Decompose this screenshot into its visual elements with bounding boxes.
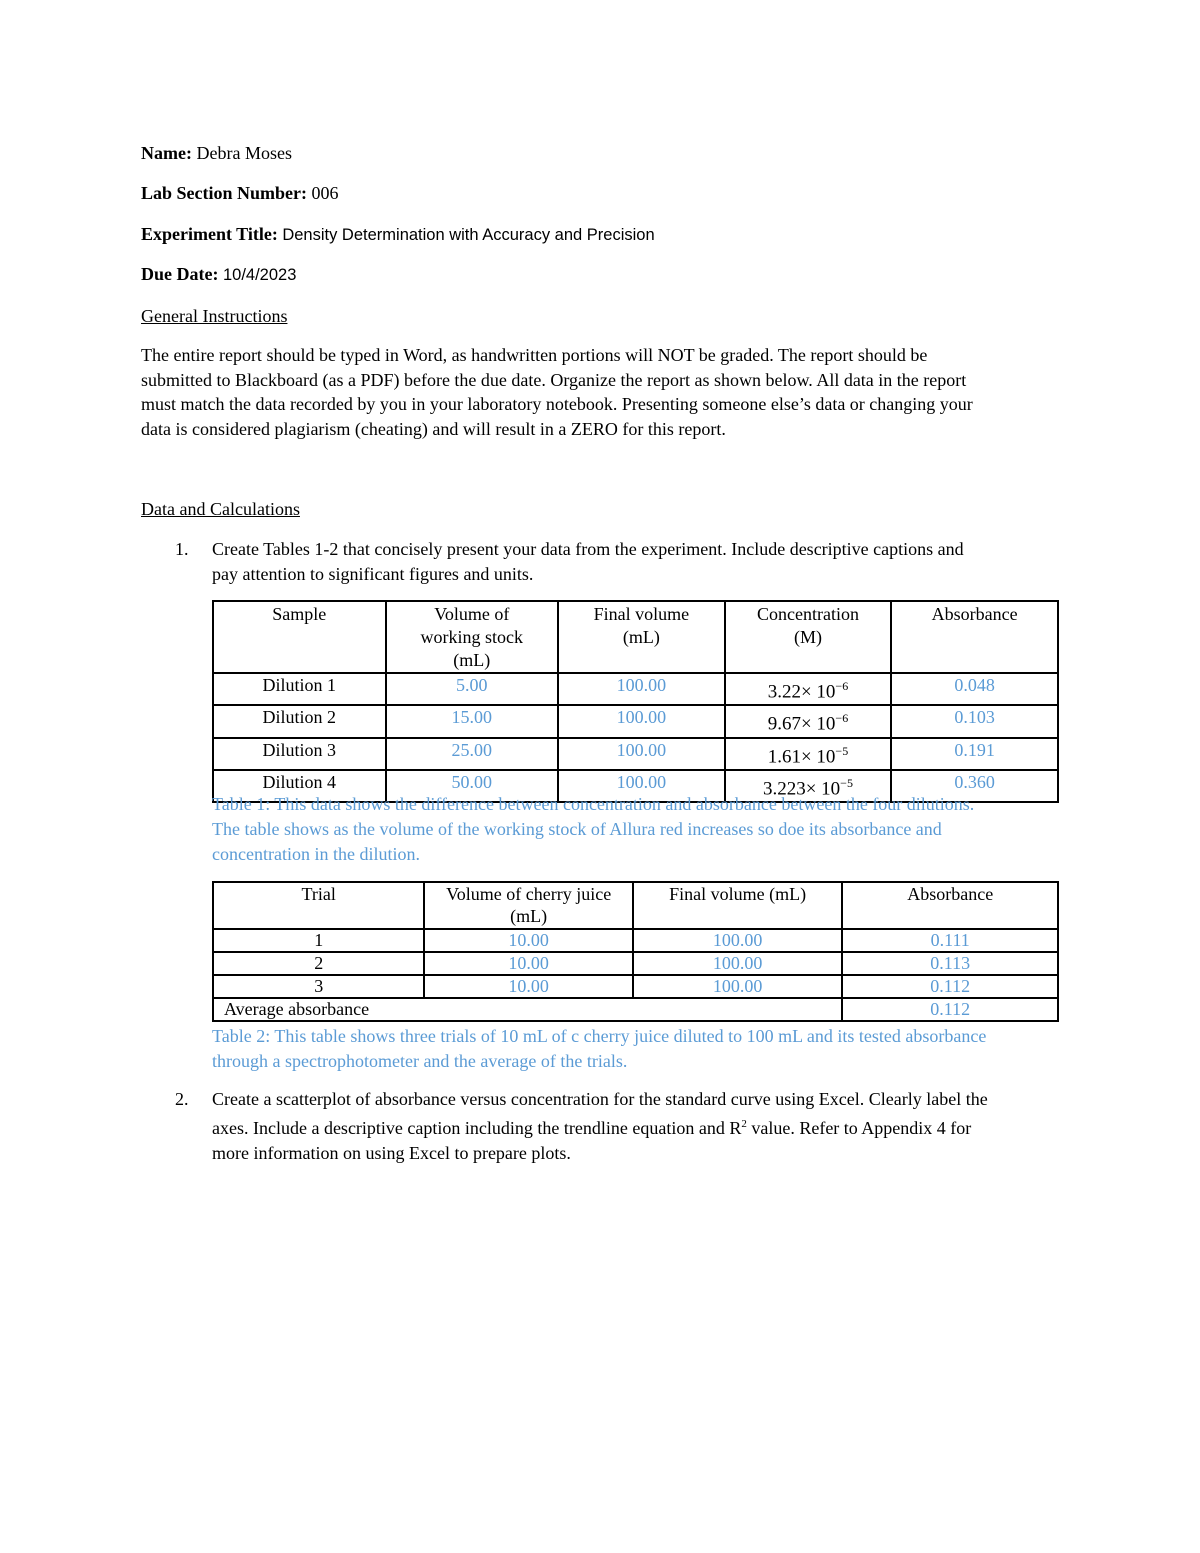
section-line (141, 181, 339, 205)
cell-absorbance: 0.111 (842, 929, 1058, 952)
cell-volume: 10.00 (424, 975, 633, 998)
average-label: Average absorbance (213, 998, 842, 1021)
cell-final-volume: 100.00 (633, 975, 842, 998)
cell-trial: 3 (213, 975, 424, 998)
cell-absorbance: 0.103 (891, 705, 1058, 737)
header-trial: Trial (213, 882, 424, 929)
cell-volume: 25.00 (386, 738, 559, 770)
list-item-line: pay attention to significant figures and units. (212, 564, 534, 584)
due-date-line (141, 262, 296, 287)
cell-concentration: $9.67\times 10^{-6}$ (725, 705, 892, 737)
list-item-line: more information on using Excel to prepare plots. (212, 1143, 571, 1163)
experiment-title-value: Density Determination with Accuracy and Precision (282, 226, 655, 244)
header-volume-working-stock: Volume of working stock (mL) (386, 601, 559, 673)
cell-volume: 5.00 (386, 673, 559, 705)
cell-sample: Dilution 1 (213, 673, 386, 705)
due-date-label: Due Date: (141, 264, 219, 284)
table-header-row (213, 601, 1058, 673)
list-item-line: Create Tables 1-2 that concisely present your data from the experiment. Include descriptive captions and (212, 539, 964, 559)
average-value: 0.112 (842, 998, 1058, 1021)
cell-final-volume: 100.00 (558, 738, 725, 770)
table-row (213, 738, 1058, 770)
instructions-paragraph (141, 343, 1061, 442)
name-value: Debra Moses (196, 143, 292, 163)
cell-sample: Dilution 2 (213, 705, 386, 737)
cell-final-volume: 100.00 (558, 673, 725, 705)
header-concentration: Concentration (M) (725, 601, 892, 673)
list-item-line: Create a scatterplot of absorbance versus concentration for the standard curve using Excel. Clearly label the (212, 1089, 988, 1109)
header-final-volume: Final volume (mL) (558, 601, 725, 673)
table-row (213, 975, 1058, 998)
cell-absorbance: 0.048 (891, 673, 1058, 705)
instructions-line: The entire report should be typed in Word, as handwritten portions will NOT be graded. The report should be (141, 345, 928, 365)
header-final-volume: Final volume (mL) (633, 882, 842, 929)
instructions-line: must match the data recorded by you in your laboratory notebook. Presenting someone else’s data or changing your (141, 394, 973, 415)
name-label: Name: (141, 143, 192, 163)
table-row (213, 929, 1058, 952)
list-item-text (212, 537, 1067, 587)
cell-concentration: $3.223\times 10^{-5}$ (725, 770, 892, 802)
cell-trial: 2 (213, 952, 424, 975)
experiment-title-label: Experiment Title: (141, 224, 278, 244)
general-instructions-heading: General Instructions (141, 306, 288, 326)
header-absorbance: Absorbance (842, 882, 1058, 929)
cell-absorbance: 0.191 (891, 738, 1058, 770)
cell-concentration: $1.61\times 10^{-5}$ (725, 738, 892, 770)
list-item-line: axes. Include a descriptive caption including the trendline equation and $R^2$ value. Refer to Appendix 4 for (212, 1118, 972, 1138)
instructions-line: submitted to Blackboard (as a PDF) before the due date. Organize the report as shown below. All data in the report (141, 369, 967, 390)
name-line (141, 141, 292, 165)
cell-concentration: $3.22\times 10^{-6}$ (725, 673, 892, 705)
table-header-row (213, 882, 1058, 929)
cell-volume: 10.00 (424, 952, 633, 975)
experiment-title-line (141, 222, 655, 247)
cell-volume: 50.00 (386, 770, 559, 802)
caption-line: concentration in the dilution. (212, 844, 420, 864)
cell-sample: Dilution 3 (213, 738, 386, 770)
cell-final-volume: 100.00 (558, 770, 725, 802)
header-absorbance: Absorbance (891, 601, 1058, 673)
cell-sample: Dilution 4 (213, 770, 386, 802)
header-sample: Sample (213, 601, 386, 673)
caption-line: through a spectrophotometer and the average of the trials. (212, 1051, 628, 1071)
cell-absorbance: 0.113 (842, 952, 1058, 975)
table-1-caption (212, 792, 1072, 867)
data-calculations-heading: Data and Calculations (141, 499, 300, 519)
caption-line: Table 2: This table shows three trials of 10 mL of c cherry juice diluted to 100 mL and its tested absorbance (212, 1026, 987, 1046)
list-item-text (212, 1087, 1067, 1166)
caption-line: Table 1: This data shows the difference between concentration and absorbance between the four dilutions. (212, 794, 975, 814)
table-row (213, 705, 1058, 737)
caption-line: The table shows as the volume of the working stock of Allura red increases so doe its absorbance and (212, 819, 942, 839)
cell-absorbance: 0.112 (842, 975, 1058, 998)
table-2-cherry-juice (212, 881, 1059, 1022)
instructions-line: data is considered plagiarism (cheating) and will result in a ZERO for this report. (141, 419, 726, 440)
cell-final-volume: 100.00 (633, 929, 842, 952)
cell-final-volume: 100.00 (558, 705, 725, 737)
average-row (213, 998, 1058, 1021)
table-row (213, 952, 1058, 975)
table-1-dilutions (212, 600, 1059, 803)
table-row (213, 673, 1058, 705)
due-date-value: 10/4/2023 (222, 266, 297, 284)
list-number: 2. (175, 1089, 189, 1109)
table-2-caption (212, 1024, 1072, 1074)
header-volume-cherry-juice: Volume of cherry juice (mL) (424, 882, 633, 929)
cell-volume: 15.00 (386, 705, 559, 737)
section-value: 006 (311, 183, 339, 203)
cell-volume: 10.00 (424, 929, 633, 952)
cell-final-volume: 100.00 (633, 952, 842, 975)
section-label: Lab Section Number: (141, 183, 307, 203)
cell-absorbance: 0.360 (891, 770, 1058, 802)
cell-trial: 1 (213, 929, 424, 952)
list-number: 1. (175, 539, 189, 559)
